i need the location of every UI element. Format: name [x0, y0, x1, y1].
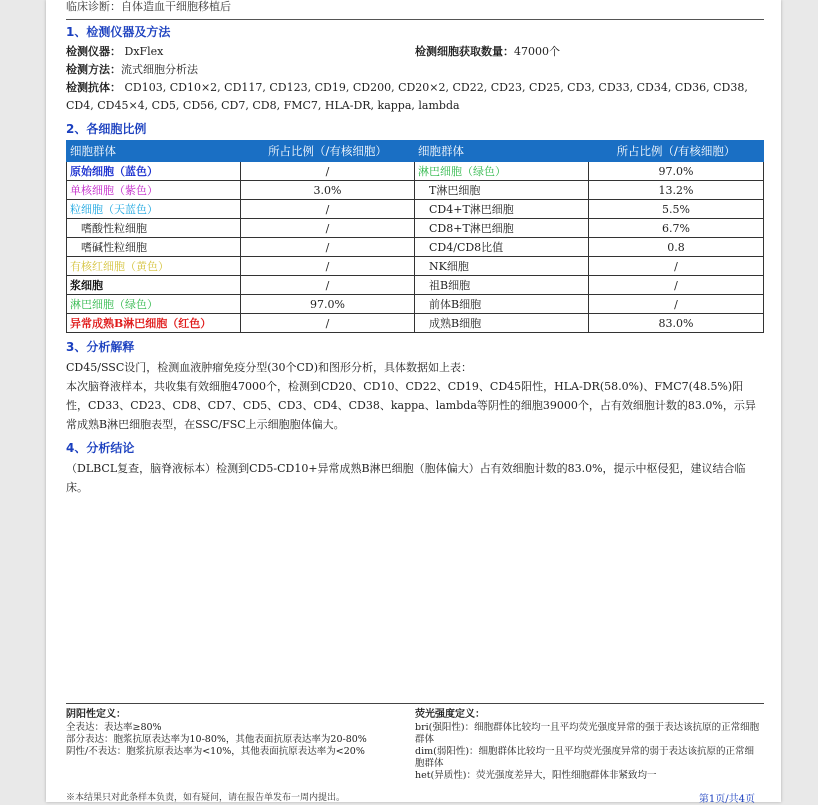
report-content	[66, 0, 764, 497]
population-left: 浆细胞	[67, 276, 241, 295]
positivity-title: 阴阳性定义：	[66, 709, 126, 720]
instrument-value: DxFlex	[124, 45, 164, 58]
population-right: CD4/CD8比值	[415, 238, 589, 257]
table-body	[67, 162, 764, 333]
analysis-paragraph-1: CD45/SSC设门，检测血液肿瘤免疫分型(30个CD)和图形分析，具体数据如上表：	[66, 361, 473, 374]
cell-ratio-table	[66, 140, 764, 333]
clinical-diagnosis: 临床诊断：自体造血干细胞移植后	[66, 0, 764, 20]
ratio-right: /	[589, 295, 764, 314]
population-left: 有核红细胞（黄色）	[67, 257, 241, 276]
header-ratio-left: 所占比例（/有核细胞）	[241, 141, 415, 162]
page-number: 第1页/共4页	[698, 794, 755, 805]
table-row	[67, 276, 764, 295]
ratio-right: 5.5%	[589, 200, 764, 219]
table-row	[67, 238, 764, 257]
section-analysis-title: 3、分析解释	[66, 340, 135, 354]
ratio-left: /	[241, 200, 415, 219]
header-population-left: 细胞群体	[67, 141, 241, 162]
ratio-left: 97.0%	[241, 295, 415, 314]
ratio-right: 0.8	[589, 238, 764, 257]
population-left: 异常成熟B淋巴细胞（红色）	[67, 314, 241, 333]
disclaimer-note: ※本结果只对此条样本负责，如有疑问，请在报告单发布一周内提出。	[66, 793, 346, 803]
population-left: 原始细胞（蓝色）	[67, 162, 241, 181]
table-row	[67, 257, 764, 276]
instrument-row	[66, 43, 764, 61]
conclusion-paragraph: （DLBCL复查，脑脊液标本）检测到CD5-CD10+异常成熟B淋巴细胞（胞体偏大）占有效细胞计数的83.0%，提示中枢侵犯，建议结合临床。	[66, 462, 746, 494]
report-footer	[66, 703, 764, 782]
ratio-left: /	[241, 257, 415, 276]
positivity-line: 阴性/不表达：胞浆抗原表达率为<10%，其他表面抗原表达率为<20%	[66, 746, 365, 757]
population-right: 前体B细胞	[415, 295, 589, 314]
positivity-definition	[66, 709, 415, 782]
population-right: 淋巴细胞（绿色）	[415, 162, 589, 181]
population-right: CD8+T淋巴细胞	[415, 219, 589, 238]
population-right: 成熟B细胞	[415, 314, 589, 333]
ratio-right: 13.2%	[589, 181, 764, 200]
cell-count-label: 检测细胞获取数量：	[415, 45, 514, 58]
intensity-line: het(异质性)：荧光强度差异大，阳性细胞群体非紧致均一	[415, 770, 657, 781]
population-right: T淋巴细胞	[415, 181, 589, 200]
intensity-line: bri(强阳性)：细胞群体比较均一且平均荧光强度异常的强于表达该抗原的正常细胞群体	[415, 722, 760, 745]
table-row	[67, 219, 764, 238]
ratio-left: /	[241, 219, 415, 238]
population-left: 单核细胞（紫色）	[67, 181, 241, 200]
ratio-left: 3.0%	[241, 181, 415, 200]
antibody-list-line1: CD103, CD10×2, CD117, CD123, CD19, CD200, CD20×2, CD22, CD23, CD25, CD3, CD33, CD34, CD36, CD38,	[124, 81, 748, 94]
method-label: 检测方法：	[66, 63, 121, 76]
population-left: 嗜酸性粒细胞	[67, 219, 241, 238]
ratio-right: /	[589, 257, 764, 276]
ratio-left: /	[241, 314, 415, 333]
population-right: 祖B细胞	[415, 276, 589, 295]
section-instruments-title: 1、检测仪器及方法	[66, 25, 171, 39]
report-page	[46, 0, 781, 805]
antibody-row	[66, 79, 764, 97]
method-row	[66, 61, 764, 79]
population-right: NK细胞	[415, 257, 589, 276]
table-row	[67, 200, 764, 219]
header-ratio-right: 所占比例（/有核细胞）	[589, 141, 764, 162]
header-population-right: 细胞群体	[415, 141, 589, 162]
table-header-row	[67, 141, 764, 162]
intensity-title: 荧光强度定义：	[415, 709, 485, 720]
method-value: 流式细胞分析法	[121, 63, 198, 76]
intensity-definition	[415, 709, 760, 782]
table-row	[67, 181, 764, 200]
positivity-line: 部分表达：胞浆抗原表达率为10-80%，其他表面抗原表达率为20-80%	[66, 734, 367, 745]
instrument-label: 检测仪器：	[66, 45, 121, 58]
ratio-right: 6.7%	[589, 219, 764, 238]
ratio-left: /	[241, 238, 415, 257]
ratio-right: /	[589, 276, 764, 295]
section-cell-ratio-title: 2、各细胞比例	[66, 122, 147, 136]
cell-count-value: 47000个	[514, 45, 560, 58]
ratio-right: 97.0%	[589, 162, 764, 181]
antibody-list-line2: CD4, CD45×4, CD5, CD56, CD7, CD8, FMC7, HLA-DR, kappa, lambda	[66, 99, 460, 112]
table-row	[67, 162, 764, 181]
population-right: CD4+T淋巴细胞	[415, 200, 589, 219]
section-conclusion-title: 4、分析结论	[66, 441, 135, 455]
population-left: 粒细胞（天蓝色）	[67, 200, 241, 219]
analysis-paragraph-2: 本次脑脊液样本，共收集有效细胞47000个，检测到CD20、CD10、CD22、CD19、CD45阳性，HLA-DR(58.0%)、FMC7(48.5%)阳性，CD33、CD23、CD8、CD7、CD5、CD3、CD4、CD38、kappa、lambda等阴性的细胞39000个，占有效细胞计数的83.0%，示异常成熟B淋巴细胞表型，在SSC/FSC上示细胞胞体偏大。	[66, 380, 756, 431]
ratio-right: 83.0%	[589, 314, 764, 333]
table-row	[67, 314, 764, 333]
ratio-left: /	[241, 276, 415, 295]
intensity-line: dim(弱阳性)：细胞群体比较均一且平均荧光强度异常的弱于表达该抗原的正常细胞群体	[415, 746, 755, 769]
ratio-left: /	[241, 162, 415, 181]
antibody-label: 检测抗体：	[66, 81, 121, 94]
positivity-line: 全表达：表达率≥80%	[66, 722, 162, 733]
population-left: 嗜碱性粒细胞	[67, 238, 241, 257]
table-row	[67, 295, 764, 314]
population-left: 淋巴细胞（绿色）	[67, 295, 241, 314]
